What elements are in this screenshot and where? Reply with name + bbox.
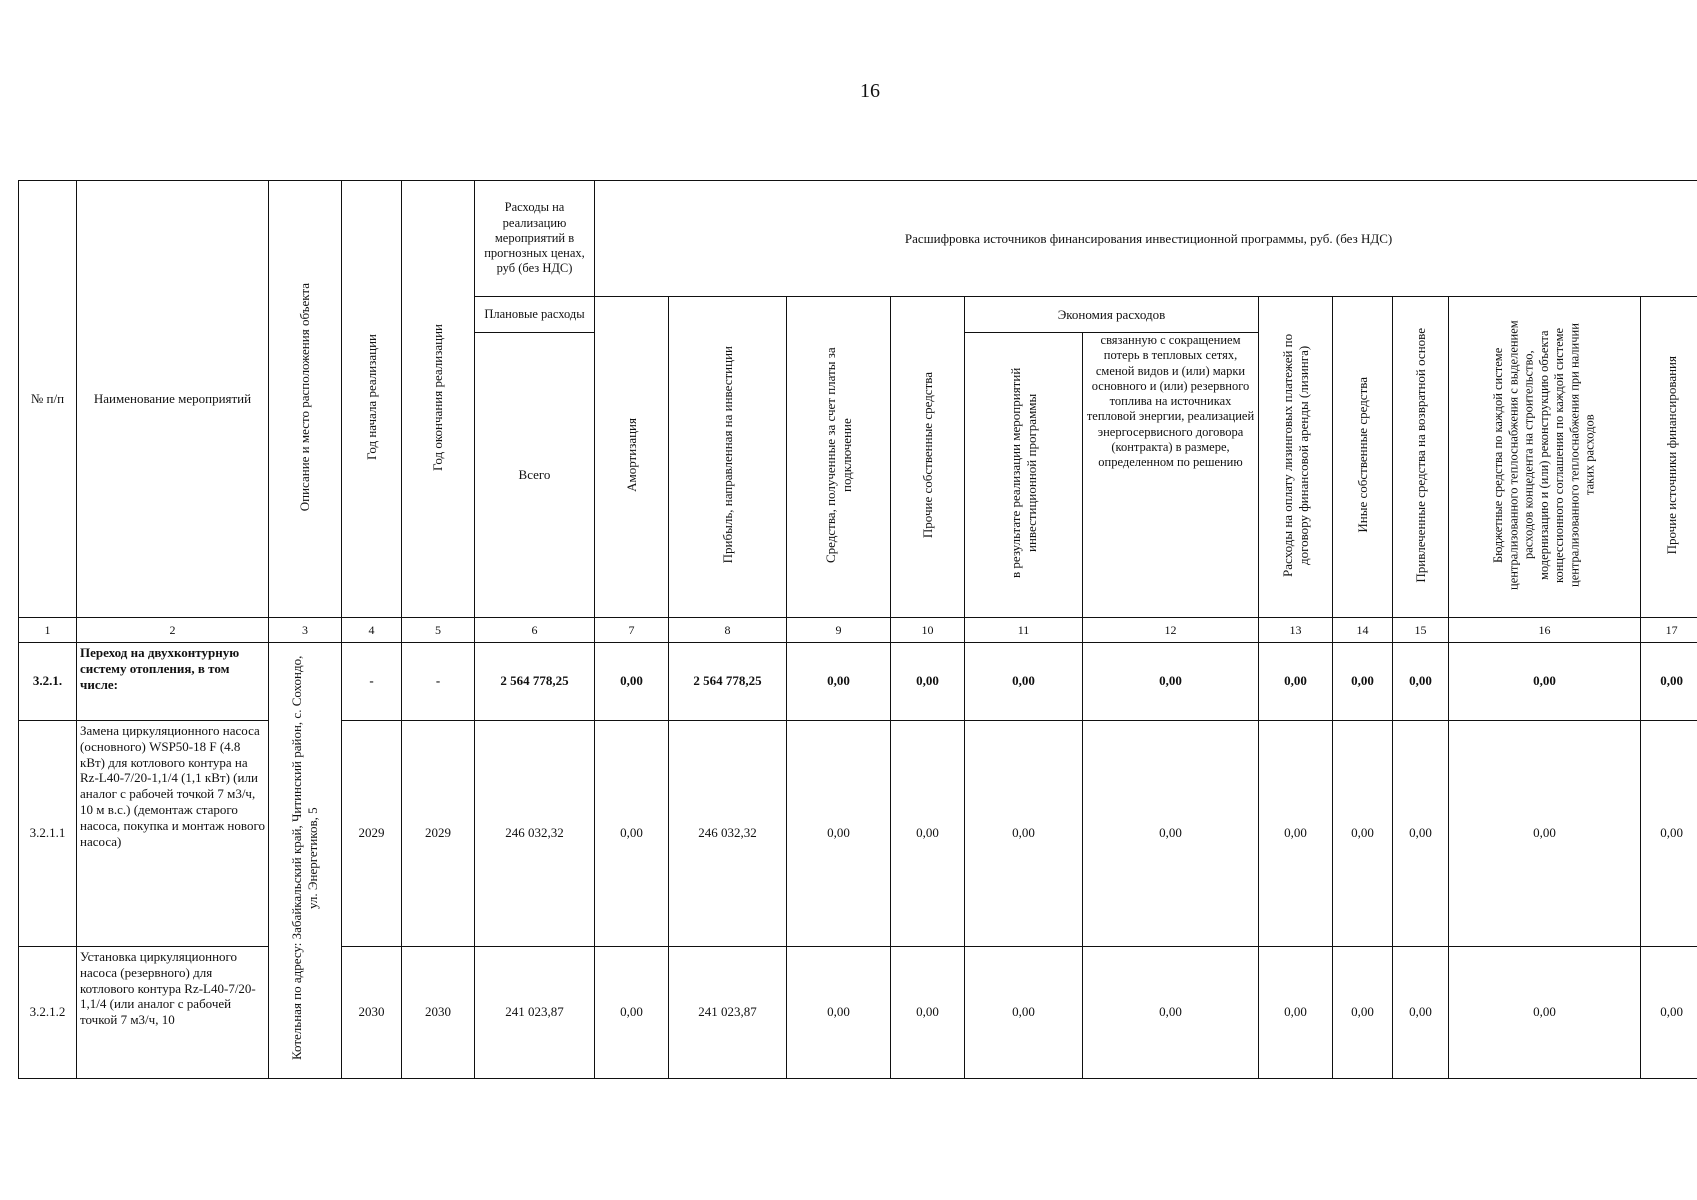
row-name: Переход на двухконтурную систему отопления, в том числе: (77, 642, 269, 720)
value-connection-fee: 0,00 (787, 946, 891, 1078)
value-connection-fee: 0,00 (787, 642, 891, 720)
value-other-own: 0,00 (891, 642, 965, 720)
location-cell: Котельная по адресу: Забайкальский край, Читинский район, с. Сохондо, ул. Энергетиков, 5 (269, 642, 342, 1078)
header-name: Наименование мероприятий (77, 181, 269, 618)
value-other-funds: 0,00 (1333, 642, 1393, 720)
header-borrowed: Привлеченные средства на возвратной основе (1393, 297, 1449, 618)
col-number: 6 (475, 617, 595, 642)
value-leasing: 0,00 (1259, 946, 1333, 1078)
value-other-sources: 0,00 (1641, 642, 1697, 720)
header-savings-losses: связанную с сокращением потерь в тепловых сетях, сменой видов и (или) марки основного и (или) резервного топлива на источниках тепловой энергии, реализацией энергосервисного договора (контракта) в размере, определенном по решению (1083, 333, 1259, 618)
row-name: Замена циркуляционного насоса (основного) WSP50-18 F (4.8 кВт) для котлового контура на Rz-L40-7/20-1,1/4 (1,1 кВт) (или аналог с рабочей точкой 7 м3/ч, 10 м в.с.) (демонтаж старого насоса, покупка и монтаж нового насоса) (77, 720, 269, 946)
header-end-year: Год окончания реализации (402, 181, 475, 618)
col-number: 13 (1259, 617, 1333, 642)
value-other-own: 0,00 (891, 720, 965, 946)
value-savings-losses: 0,00 (1083, 720, 1259, 946)
col-number: 7 (595, 617, 669, 642)
col-number: 17 (1641, 617, 1697, 642)
value-other-funds: 0,00 (1333, 946, 1393, 1078)
col-number: 9 (787, 617, 891, 642)
row-name: Установка циркуляционного насоса (резервного) для котлового контура Rz-L40-7/20-1,1/4 (или аналог с рабочей точкой 7 м3/ч, 10 (77, 946, 269, 1078)
value-profit: 246 032,32 (669, 720, 787, 946)
investment-table (18, 180, 1697, 1079)
value-savings-losses: 0,00 (1083, 642, 1259, 720)
value-total: 2 564 778,25 (475, 642, 595, 720)
value-budget: 0,00 (1449, 720, 1641, 946)
value-savings-program: 0,00 (965, 720, 1083, 946)
header-sources: Расшифровка источников финансирования инвестиционной программы, руб. (без НДС) (595, 181, 1697, 297)
column-numbers-row (19, 617, 1697, 642)
col-number: 16 (1449, 617, 1641, 642)
value-total: 241 023,87 (475, 946, 595, 1078)
row-end-year: - (402, 642, 475, 720)
header-profit: Прибыль, направленная на инвестиции (669, 297, 787, 618)
row-start-year: 2030 (342, 946, 402, 1078)
header-num: № п/п (19, 181, 77, 618)
header-total: Всего (475, 333, 595, 618)
header-planned: Плановые расходы (475, 297, 595, 333)
row-start-year: 2029 (342, 720, 402, 946)
value-total: 246 032,32 (475, 720, 595, 946)
value-other-funds: 0,00 (1333, 720, 1393, 946)
col-number: 15 (1393, 617, 1449, 642)
header-start-year: Год начала реализации (342, 181, 402, 618)
value-profit: 241 023,87 (669, 946, 787, 1078)
col-number: 12 (1083, 617, 1259, 642)
value-connection-fee: 0,00 (787, 720, 891, 946)
col-number: 11 (965, 617, 1083, 642)
value-other-sources: 0,00 (1641, 946, 1697, 1078)
value-leasing: 0,00 (1259, 642, 1333, 720)
value-borrowed: 0,00 (1393, 642, 1449, 720)
value-savings-program: 0,00 (965, 642, 1083, 720)
col-number: 2 (77, 617, 269, 642)
header-connection-fee: Средства, полученные за счет платы за подключение (787, 297, 891, 618)
row-end-year: 2030 (402, 946, 475, 1078)
value-borrowed: 0,00 (1393, 946, 1449, 1078)
value-amortization: 0,00 (595, 642, 669, 720)
header-other-funds: Иные собственные средства (1333, 297, 1393, 618)
value-savings-program: 0,00 (965, 946, 1083, 1078)
value-other-own: 0,00 (891, 946, 965, 1078)
header-savings: Экономия расходов (965, 297, 1259, 333)
row-num: 3.2.1. (19, 642, 77, 720)
value-other-sources: 0,00 (1641, 720, 1697, 946)
header-amortization: Амортизация (595, 297, 669, 618)
col-number: 3 (269, 617, 342, 642)
value-budget: 0,00 (1449, 642, 1641, 720)
col-number: 8 (669, 617, 787, 642)
page-number: 16 (860, 80, 880, 102)
value-borrowed: 0,00 (1393, 720, 1449, 946)
row-num: 3.2.1.1 (19, 720, 77, 946)
header-location: Описание и место расположения объекта (269, 181, 342, 618)
row-end-year: 2029 (402, 720, 475, 946)
header-budget: Бюджетные средства по каждой системе централизованного теплоснабжения с выделением расходов концедента на строительство, модернизацию и (или) реконструкцию объекта концессионного соглашения по каждой системе централизованного теплоснабжения при наличии таких расходов (1449, 297, 1641, 618)
col-number: 1 (19, 617, 77, 642)
col-number: 4 (342, 617, 402, 642)
table-row (19, 642, 1697, 720)
header-other-own: Прочие собственные средства (891, 297, 965, 618)
header-savings-program: в результате реализации мероприятий инвестиционной программы (965, 333, 1083, 618)
header-costs: Расходы на реализацию мероприятий в прогнозных ценах, руб (без НДС) (475, 181, 595, 297)
value-budget: 0,00 (1449, 946, 1641, 1078)
row-num: 3.2.1.2 (19, 946, 77, 1078)
header-leasing: Расходы на оплату лизинговых платежей по договору финансовой аренды (лизинга) (1259, 297, 1333, 618)
value-profit: 2 564 778,25 (669, 642, 787, 720)
row-start-year: - (342, 642, 402, 720)
col-number: 5 (402, 617, 475, 642)
value-savings-losses: 0,00 (1083, 946, 1259, 1078)
col-number: 10 (891, 617, 965, 642)
value-leasing: 0,00 (1259, 720, 1333, 946)
header-other-sources: Прочие источники финансирования (1641, 297, 1697, 618)
value-amortization: 0,00 (595, 946, 669, 1078)
value-amortization: 0,00 (595, 720, 669, 946)
col-number: 14 (1333, 617, 1393, 642)
